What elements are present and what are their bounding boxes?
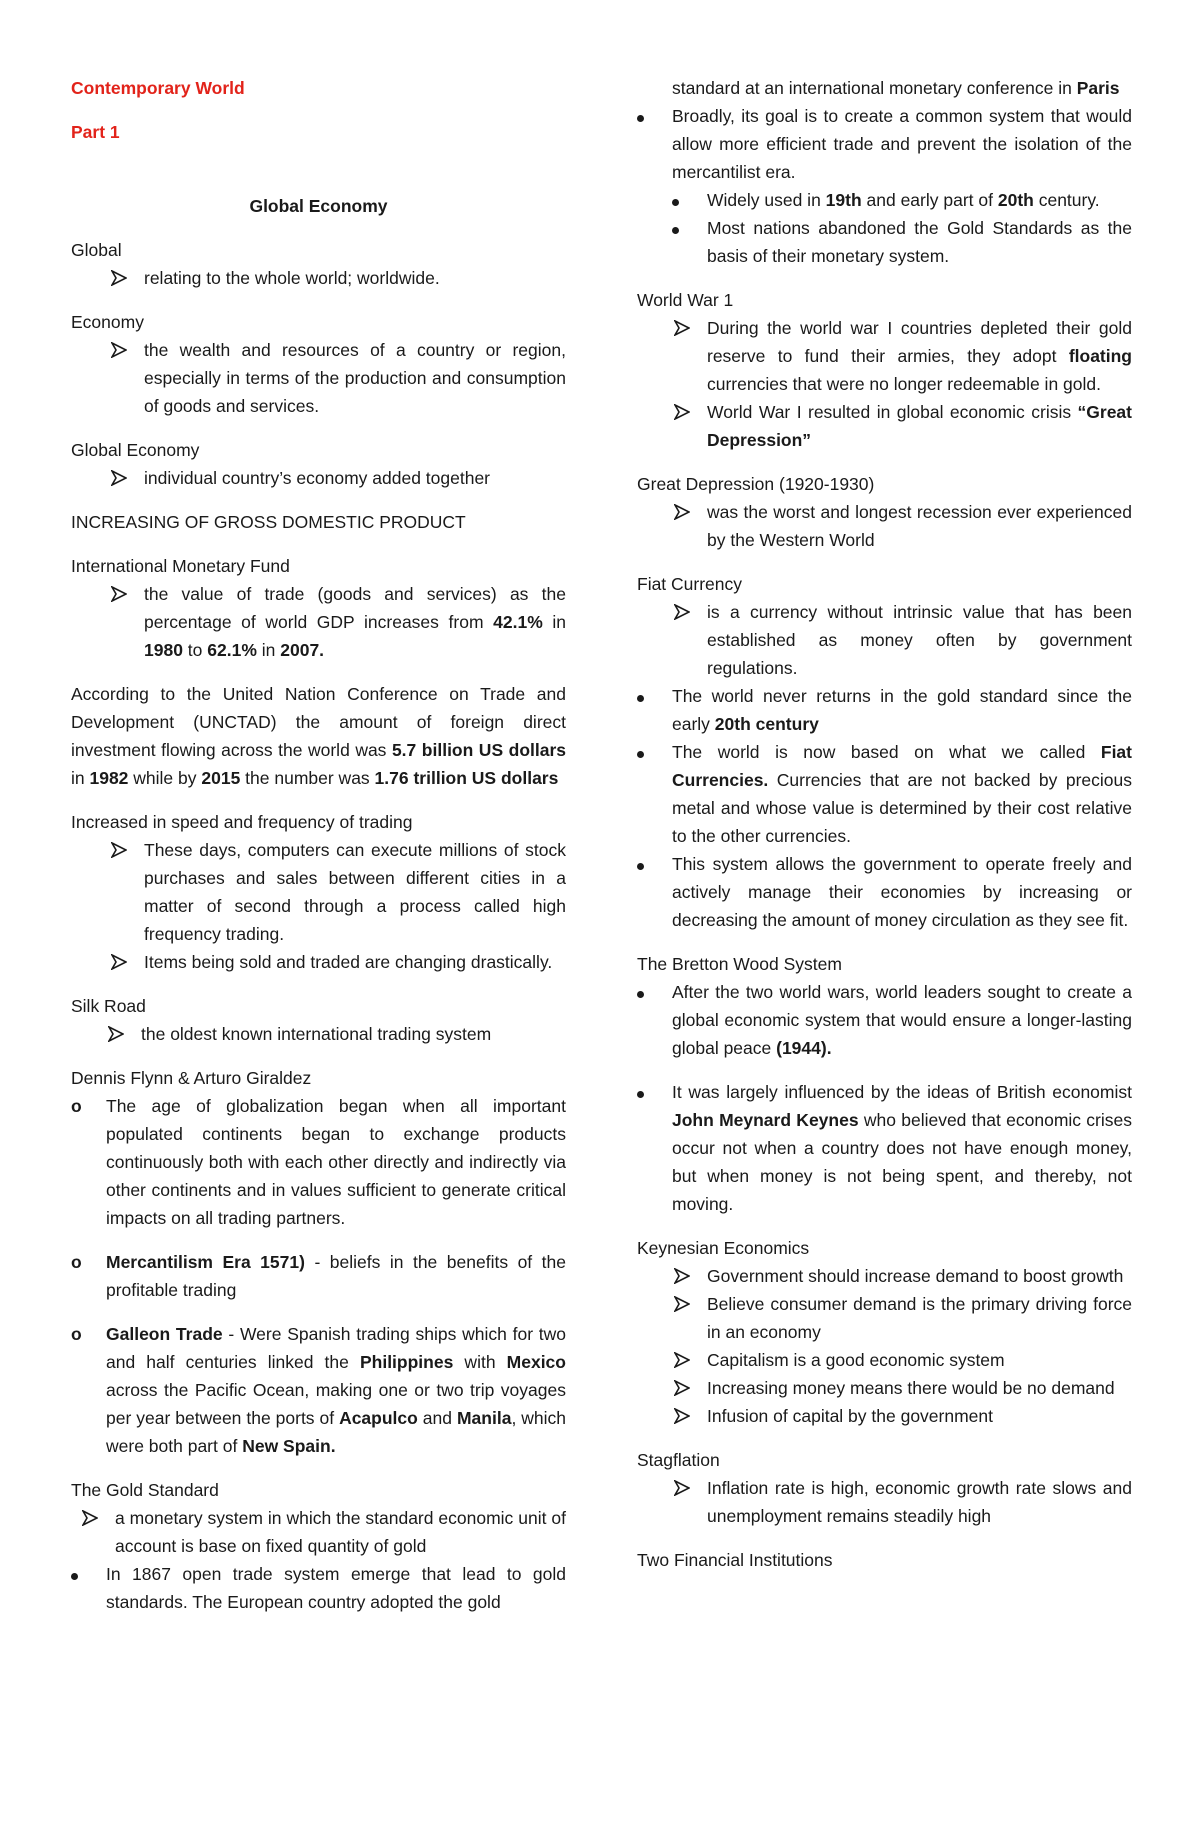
heading-global-economy: Global Economy bbox=[71, 440, 200, 460]
list-item: After the two world wars, world leaders sought to create a global economic system that would ensure a longer-lasting global peace (1944). bbox=[672, 978, 1132, 1062]
list-item: o Galleon Trade - Were Spanish trading ships which for two and half centuries linked the Philippines with Mexico across the Pacific Ocean, making one or two trip voyages per year between the ports of Acapulco and Manila, which were both part of New Spain. bbox=[106, 1320, 566, 1460]
list-item: the value of trade (goods and services) as the percentage of world GDP increases from 42.1% in 1980 to 62.1% in 2007. bbox=[144, 580, 566, 664]
heading-world-war-1: World War 1 bbox=[637, 290, 734, 310]
right-column bbox=[637, 74, 1132, 1574]
heading-speed: Increased in speed and frequency of trading bbox=[71, 812, 413, 832]
heading-silk-road: Silk Road bbox=[71, 996, 146, 1016]
heading-global: Global bbox=[71, 240, 122, 260]
list-item: individual country’s economy added together bbox=[144, 464, 566, 492]
heading-stagflation: Stagflation bbox=[637, 1450, 720, 1470]
arrow-bullet-icon bbox=[111, 836, 135, 858]
list-item: Believe consumer demand is the primary driving force in an economy bbox=[707, 1290, 1132, 1346]
list-item: was the worst and longest recession ever experienced by the Western World bbox=[707, 498, 1132, 554]
heading-great-depression: Great Depression (1920-1930) bbox=[637, 474, 875, 494]
list-item: Inflation rate is high, economic growth rate slows and unemployment remains steadily high bbox=[707, 1474, 1132, 1530]
arrow-bullet-icon bbox=[674, 1290, 698, 1312]
list-item: Broadly, its goal is to create a common system that would allow more efficient trade and prevent the isolation of the mercantilist era. bbox=[672, 102, 1132, 186]
heading-imf: International Monetary Fund bbox=[71, 556, 290, 576]
list-item: o Mercantilism Era 1571) - beliefs in the benefits of the profitable trading bbox=[106, 1248, 566, 1304]
o-bullet-icon: o bbox=[71, 1252, 82, 1272]
arrow-bullet-icon bbox=[111, 948, 135, 970]
arrow-bullet-icon bbox=[674, 314, 698, 336]
heading-financial-institutions: Two Financial Institutions bbox=[637, 1550, 833, 1570]
list-item: Most nations abandoned the Gold Standards as the basis of their monetary system. bbox=[707, 214, 1132, 270]
heading-keynesian: Keynesian Economics bbox=[637, 1238, 810, 1258]
heading-fiat-currency: Fiat Currency bbox=[637, 574, 743, 594]
bullet-dot-icon bbox=[637, 978, 661, 1006]
part-label: Part 1 bbox=[71, 122, 120, 142]
list-item: It was largely influenced by the ideas of British economist John Meynard Keynes who believed that economic crises occur not when a country does not have enough money, but when money is not being spent, and thereby, not moving. bbox=[672, 1078, 1132, 1218]
list-item: The world never returns in the gold standard since the early 20th century bbox=[672, 682, 1132, 738]
heading-bretton-wood: The Bretton Wood System bbox=[637, 954, 842, 974]
bullet-dot-icon bbox=[637, 850, 661, 878]
bullet-dot-icon bbox=[672, 186, 696, 214]
bullet-dot-icon bbox=[637, 102, 661, 130]
list-item: Items being sold and traded are changing drastically. bbox=[144, 948, 566, 976]
heading-gold-standard: The Gold Standard bbox=[71, 1480, 219, 1500]
arrow-bullet-icon bbox=[674, 1262, 698, 1284]
arrow-bullet-icon bbox=[111, 336, 135, 358]
arrow-bullet-icon bbox=[674, 1374, 698, 1396]
list-item: the wealth and resources of a country or region, especially in terms of the production and consumption of goods and services. bbox=[144, 336, 566, 420]
list-item: Infusion of capital by the government bbox=[707, 1402, 1132, 1430]
arrow-bullet-icon bbox=[674, 598, 698, 620]
list-item: The world is now based on what we called Fiat Currencies. Currencies that are not backed by precious metal and whose value is determined by their cost relative to the other currencies. bbox=[672, 738, 1132, 850]
list-item: the oldest known international trading system bbox=[141, 1020, 566, 1048]
bullet-dot-icon bbox=[672, 214, 696, 242]
arrow-bullet-icon bbox=[674, 1346, 698, 1368]
heading-gdp: INCREASING OF GROSS DOMESTIC PRODUCT bbox=[71, 512, 466, 532]
o-bullet-icon: o bbox=[71, 1096, 82, 1116]
bullet-dot-icon bbox=[71, 1560, 95, 1588]
bullet-dot-icon bbox=[637, 738, 661, 766]
arrow-bullet-icon bbox=[108, 1020, 132, 1042]
course-title: Contemporary World bbox=[71, 78, 245, 98]
heading-economy: Economy bbox=[71, 312, 144, 332]
list-item: Widely used in 19th and early part of 20th century. bbox=[707, 186, 1132, 214]
arrow-bullet-icon bbox=[111, 580, 135, 602]
arrow-bullet-icon bbox=[674, 398, 698, 420]
list-item: World War I resulted in global economic crisis “Great Depression” bbox=[707, 398, 1132, 454]
arrow-bullet-icon bbox=[674, 498, 698, 520]
list-item: is a currency without intrinsic value that has been established as money often by government regulations. bbox=[707, 598, 1132, 682]
list-item: This system allows the government to operate freely and actively manage their economies by increasing or decreasing the amount of money circulation as they see fit. bbox=[672, 850, 1132, 934]
list-item: Government should increase demand to boost growth bbox=[707, 1262, 1132, 1290]
list-item: Increasing money means there would be no demand bbox=[707, 1374, 1132, 1402]
unctad-paragraph: According to the United Nation Conference on Trade and Development (UNCTAD) the amount of foreign direct investment flowing across the world was 5.7 billion US dollars in 1982 while by 2015 the number was 1.76 trillion US dollars bbox=[71, 684, 567, 788]
bullet-dot-icon bbox=[637, 1078, 661, 1106]
arrow-bullet-icon bbox=[111, 464, 135, 486]
heading-flynn: Dennis Flynn & Arturo Giraldez bbox=[71, 1068, 312, 1088]
list-item-continued: standard at an international monetary conference in Paris bbox=[672, 78, 1120, 98]
arrow-bullet-icon bbox=[674, 1474, 698, 1496]
arrow-bullet-icon bbox=[82, 1504, 106, 1526]
list-item: a monetary system in which the standard economic unit of account is base on fixed quantity of gold bbox=[115, 1504, 566, 1560]
list-item: In 1867 open trade system emerge that lead to gold standards. The European country adopted the gold bbox=[106, 1560, 566, 1616]
arrow-bullet-icon bbox=[111, 264, 135, 286]
page-title: Global Economy bbox=[249, 196, 388, 216]
left-column bbox=[71, 74, 566, 1616]
list-item: These days, computers can execute millions of stock purchases and sales between different cities in a matter of second through a process called high frequency trading. bbox=[144, 836, 566, 948]
list-item: During the world war I countries depleted their gold reserve to fund their armies, they adopt floating currencies that were no longer redeemable in gold. bbox=[707, 314, 1132, 398]
list-item: o The age of globalization began when all important populated continents began to exchange products continuously both with each other directly and indirectly via other continents and in values sufficient to generate critical impacts on all trading partners. bbox=[106, 1092, 566, 1232]
bullet-dot-icon bbox=[637, 682, 661, 710]
list-item: Capitalism is a good economic system bbox=[707, 1346, 1132, 1374]
o-bullet-icon: o bbox=[71, 1324, 82, 1344]
arrow-bullet-icon bbox=[674, 1402, 698, 1424]
list-item: relating to the whole world; worldwide. bbox=[144, 264, 566, 292]
